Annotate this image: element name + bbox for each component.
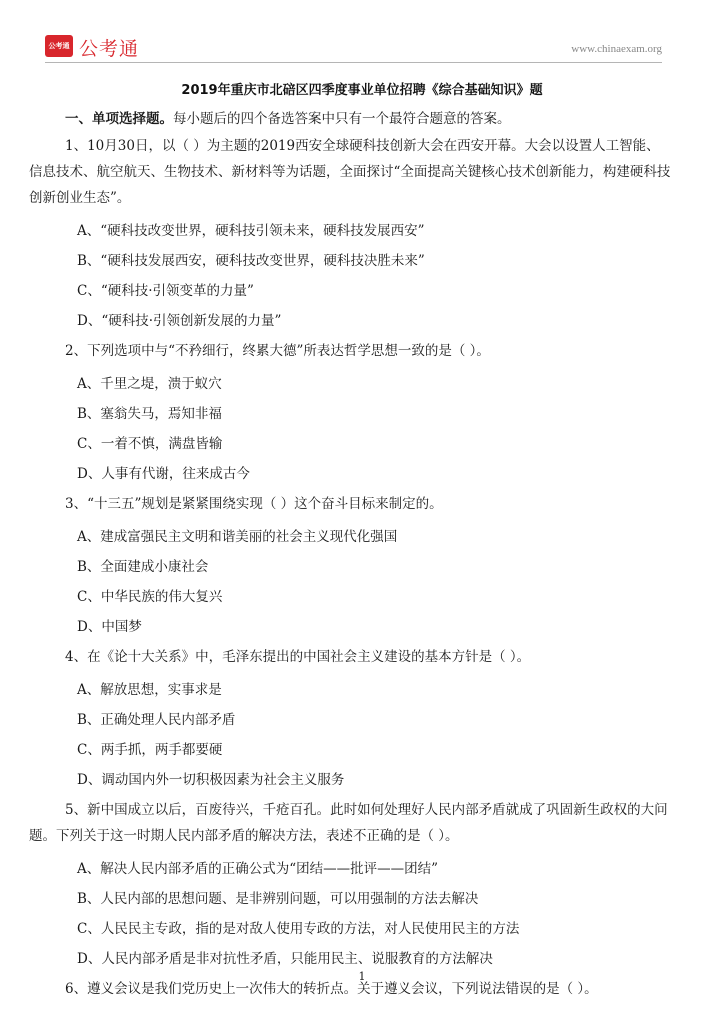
logo-text: 公考通	[79, 38, 140, 60]
answer-option: D、人事有代谢，往来成古今	[77, 466, 250, 482]
answer-option: A、千里之堤，溃于蚁穴	[77, 376, 222, 392]
answer-option: C、人民民主专政，指的是对敌人使用专政的方法，对人民使用民主的方法	[77, 921, 520, 937]
site-url[interactable]: www.chinaexam.org	[571, 43, 662, 55]
answer-option: D、调动国内外一切积极因素为社会主义服务	[77, 772, 345, 788]
answer-option: C、中华民族的伟大复兴	[77, 589, 223, 605]
answer-option: B、人民内部的思想问题、是非辨别问题，可以用强制的方法去解决	[77, 891, 479, 907]
question-stem: 2、下列选项中与“不矜细行，终累大德”所表达哲学思想一致的是（ ）。	[65, 343, 490, 359]
page-header	[45, 33, 662, 59]
answer-option: A、解放思想，实事求是	[77, 682, 222, 698]
answer-option: C、一着不慎，满盘皆输	[77, 436, 223, 452]
section-title: 一、单项选择题。	[65, 111, 173, 127]
section-instruction: 每小题后的四个备选答案中只有一个最符合题意的答案。	[173, 111, 511, 127]
answer-option: D、人民内部矛盾是非对抗性矛盾，只能用民主、说服教育的方法解决	[77, 951, 493, 967]
answer-option: A、建成富强民主文明和谐美丽的社会主义现代化强国	[77, 529, 398, 545]
question-stem: 5、新中国成立以后，百废待兴，千疮百孔。此时如何处理好人民内部矛盾就成了巩固新生政权的大问题。下列关于这一时期人民内部矛盾的解决方法，表述不正确的是（ ）。	[29, 802, 668, 844]
question-stem: 6、遵义会议是我们党历史上一次伟大的转折点。关于遵义会议，下列说法错误的是（ ）。	[65, 981, 598, 997]
answer-option: C、“硬科技·引领变革的力量”	[77, 283, 254, 299]
question-stem: 1、10月30日，以（ ）为主题的2019西安全球硬科技创新大会在西安开幕。大会以设置人工智能、信息技术、航空航天、生物技术、新材料等为话题，全面探讨“全面提高关键核心技术创新能力，构建硬科技创新创业生态”。	[29, 138, 671, 206]
answer-option: B、“硬科技发展西安，硬科技改变世界，硬科技决胜未来”	[77, 253, 425, 269]
answer-option: A、解决人民内部矛盾的正确公式为“团结——批评——团结”	[77, 861, 439, 877]
question-stem: 3、“十三五”规划是紧紧围绕实现（ ）这个奋斗目标来制定的。	[65, 496, 443, 512]
answer-option: B、全面建成小康社会	[77, 559, 209, 575]
section-heading	[65, 107, 511, 127]
answer-option: D、“硬科技·引领创新发展的力量”	[77, 313, 282, 329]
question-list	[29, 133, 672, 1009]
answer-option: B、塞翁失马，焉知非福	[77, 406, 222, 422]
header-divider	[45, 62, 662, 63]
page-number: 1	[358, 970, 366, 983]
question-stem: 4、在《论十大关系》中，毛泽东提出的中国社会主义建设的基本方针是（ ）。	[65, 649, 531, 665]
answer-option: D、中国梦	[77, 619, 142, 635]
answer-option: C、两手抓，两手都要硬	[77, 742, 223, 758]
logo-badge: 公考通	[45, 35, 73, 57]
answer-option: B、正确处理人民内部矛盾	[77, 712, 236, 728]
document-title: 2019年重庆市北碚区四季度事业单位招聘《综合基础知识》题	[181, 83, 543, 98]
answer-option: A、“硬科技改变世界，硬科技引领未来，硬科技发展西安”	[77, 223, 425, 239]
